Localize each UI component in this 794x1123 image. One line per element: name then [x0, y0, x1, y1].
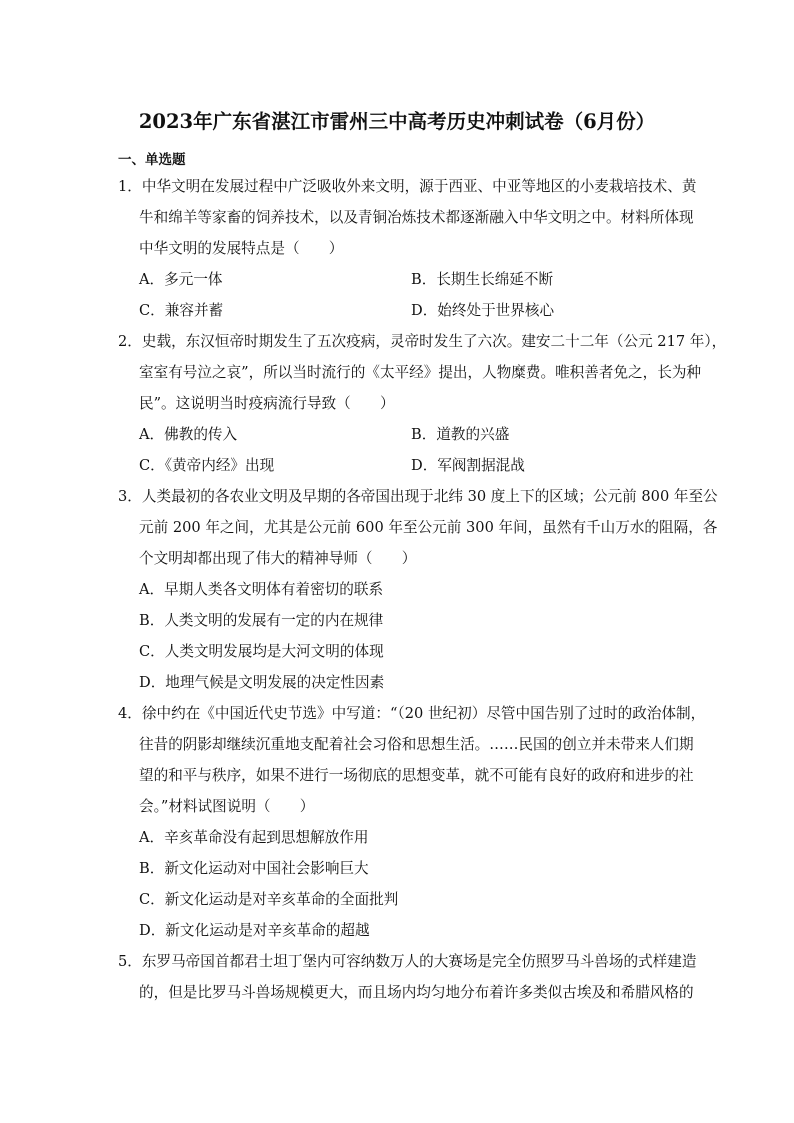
- question-3-option-c[interactable]: C．人类文明发展均是大河文明的体现: [139, 643, 384, 660]
- question-1-option-c[interactable]: C．兼容并蓄: [139, 302, 224, 319]
- question-1-option-a[interactable]: A．多元一体: [139, 271, 223, 288]
- question-3-line-2: 元前 200 年之间，尤其是公元前 600 年至公元前 300 年间，虽然有千山万水的阻隔，各: [139, 519, 718, 536]
- question-2-line-1: 2．史载，东汉恒帝时期发生了五次疫病，灵帝时发生了六次。建安二十二年（公元 217 年），: [118, 333, 727, 350]
- question-3-option-d[interactable]: D．地理气候是文明发展的决定性因素: [139, 674, 385, 691]
- question-4-line-1: 4．徐中约在《中国近代史节选》中写道：“（20 世纪初）尽管中国告别了过时的政治体制，: [118, 705, 706, 722]
- question-3-line-3: 个文明却都出现了伟大的精神导师（ ）: [139, 550, 417, 567]
- question-1-option-d[interactable]: D．始终处于世界核心: [411, 302, 555, 319]
- section-heading: 一、单选题: [118, 152, 186, 168]
- question-4-line-4: 会。”材料试图说明（ ）: [139, 798, 315, 815]
- question-2-line-3: 民”。这说明当时疫病流行导致（ ）: [139, 395, 395, 412]
- question-5-line-1: 5．东罗马帝国首都君士坦丁堡内可容纳数万人的大赛场是完全仿照罗马斗兽场的式样建造: [118, 953, 697, 970]
- page-title: 2023年广东省湛江市雷州三中高考历史冲刺试卷（6月份）: [138, 110, 656, 133]
- question-2-option-d[interactable]: D．军阀割据混战: [411, 457, 525, 474]
- question-2-line-2: 室室有号泣之哀”，所以当时流行的《太平经》提出，人物糜费。唯积善者免之，长为种: [139, 364, 702, 381]
- question-1-line-3: 中华文明的发展特点是（ ）: [139, 240, 344, 257]
- question-4-option-b[interactable]: B．新文化运动对中国社会影响巨大: [139, 860, 369, 877]
- question-3-option-a[interactable]: A．早期人类各文明体有着密切的联系: [139, 581, 384, 598]
- question-4-option-c[interactable]: C．新文化运动是对辛亥革命的全面批判: [139, 891, 399, 908]
- question-1-line-1: 1．中华文明在发展过程中广泛吸收外来文明，源于西亚、中亚等地区的小麦栽培技术、黄: [118, 178, 697, 195]
- question-4-option-a[interactable]: A．辛亥革命没有起到思想解放作用: [139, 829, 369, 846]
- question-2-option-c[interactable]: C．《黄帝内经》出现: [139, 457, 275, 474]
- question-4-option-d[interactable]: D．新文化运动是对辛亥革命的超越: [139, 922, 370, 939]
- question-2-option-b[interactable]: B．道教的兴盛: [411, 426, 510, 443]
- question-2-option-a[interactable]: A．佛教的传入: [139, 426, 238, 443]
- question-1-option-b[interactable]: B．长期生长绵延不断: [411, 271, 554, 288]
- question-4-line-2: 往昔的阴影却继续沉重地支配着社会习俗和思想生活。……民国的创立并未带来人们期: [139, 736, 694, 753]
- question-1-line-2: 牛和绵羊等家畜的饲养技术，以及青铜冶炼技术都逐渐融入中华文明之中。材料所体现: [139, 209, 694, 226]
- question-3-option-b[interactable]: B．人类文明的发展有一定的内在规律: [139, 612, 384, 629]
- question-3-line-1: 3．人类最初的各农业文明及早期的各帝国出现于北纬 30 度上下的区域；公元前 800 年至公: [118, 488, 718, 505]
- question-5-line-2: 的，但是比罗马斗兽场规模更大，而且场内均匀地分布着许多类似古埃及和希腊风格的: [139, 984, 694, 1001]
- question-4-line-3: 望的和平与秩序，如果不进行一场彻底的思想变革，就不可能有良好的政府和进步的社: [139, 767, 694, 784]
